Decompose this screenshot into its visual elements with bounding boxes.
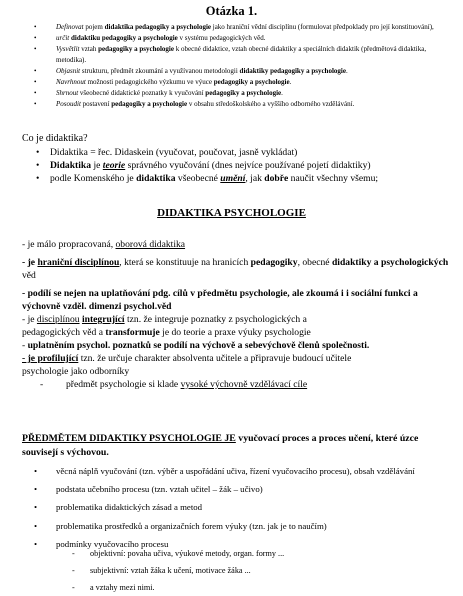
list-item: • Posoudit postavení pedagogiky a psychologie v obsahu středoškolského a vyššího odborného vzdělávání. [34, 100, 355, 109]
list-item: • Didaktika = řec. Didaskein (vyučovat, poučovat, jasně vykládat) [36, 147, 298, 158]
bullet-icon: • [36, 160, 40, 171]
list-item: • Didaktika je teorie správného vyučování (dnes nejvíce používané pojetí didaktiky) [36, 160, 371, 171]
bullet-icon: • [34, 100, 37, 109]
bullet-icon: • [34, 502, 38, 513]
list-item: - a vztahy mezi nimi. [72, 579, 452, 596]
definitions-list [36, 146, 456, 185]
body-line: psychologie jako odborníky [22, 366, 130, 377]
body-line: výchovně vzděl. dimenzi psychol.věd [22, 301, 172, 312]
question-heading: Co je didaktika? [22, 133, 88, 144]
list-item: • Navrhnout možnosti pedagogického výzkumu ve výuce pedagogiky a psychologie. [34, 78, 292, 87]
bullet-icon: • [34, 66, 37, 75]
objectives-list [30, 22, 450, 111]
list-item: • věcná náplň vyučování (tzn. výběr a uspořádání učiva, řízení vyučovacího procesu), obsah vzdělávání [34, 462, 454, 480]
page-title: Otázka 1. [205, 4, 258, 18]
body-line: - předmět psychologie si klade vysoké výchovně vzdělávací cíle [40, 379, 308, 390]
list-item: • Shrnout všeobecné didaktické poznatky k vyučování pedagogiky a psychologie. [34, 89, 283, 98]
section-heading: DIDAKTIKA PSYCHOLOGIE [157, 207, 306, 219]
bullet-icon: • [34, 45, 37, 54]
list-item: • Vysvětlit vztah pedagogiky a psychologie k obecné didaktice, vztah obecné didaktiky a speciálních didaktik (předmětová didaktika, metodika). [34, 45, 427, 64]
body-line: - je hraniční disciplínou, která se konstituuje na hranicích pedagogiky, obecné didaktiky a psychologických [22, 257, 449, 268]
list-item: • Definovat pojem didaktika pedagogiky a psychologie jako hraniční vědní disciplínu (formulovat předpoklady pro její konstituování), [34, 23, 434, 31]
list-item: - subjektivní: vztah žáka k učení, motivace žáka ... [72, 562, 452, 579]
list-item: • problematika prostředků a organizačních forem výuky (tzn. jak je to naučím) [34, 517, 454, 535]
list-item: • Objasnit strukturu, předmět zkoumání a využívanou metodologii didaktiky pedagogiky a psychologie. [34, 66, 348, 75]
body-line: - je málo propracovaná, oborová didaktika [22, 239, 186, 250]
subject-list [34, 462, 454, 553]
bullet-icon: • [34, 34, 37, 43]
bullet-icon: • [36, 173, 40, 184]
list-item: • problematika didaktických zásad a metod [34, 498, 454, 516]
bullet-icon: • [34, 78, 37, 87]
bullet-icon: • [34, 520, 38, 531]
body-line: - podílí se nejen na uplatňování pdg. cílů v předmětu psychologie, ale zkoumá i i sociální funkci a [22, 288, 418, 299]
list-item: • podmínky vyučovacího procesu [34, 535, 454, 553]
bullet-icon: • [36, 147, 40, 158]
bullet-icon: • [34, 484, 38, 495]
list-item: • podle Komenského je didaktika všeobecné umění, jak dobře naučit všechny všemu; [36, 173, 379, 184]
section-body [22, 238, 450, 391]
body-line: pedagogických věd a transformuje je do teorie a praxe výuky psychologie [22, 327, 311, 338]
bullet-icon: • [34, 466, 38, 476]
bullet-icon: • [34, 23, 37, 31]
dash-icon: - [72, 566, 75, 575]
dash-icon: - [40, 379, 44, 390]
dash-icon: - [72, 549, 75, 558]
subject-paragraph: PŘEDMĚTEM DIDAKTIKY PSYCHOLOGIE JE vyučovací proces a proces učení, které úzce souvisejí s výchovou. [22, 433, 419, 458]
body-line: věd [22, 270, 36, 281]
bullet-icon: • [34, 89, 37, 98]
body-line: - je profilující tzn. že určuje charakter absolventa učitele a připravuje budoucí učitele [22, 353, 352, 364]
list-item: • podstata učebního procesu (tzn. vztah učitel – žák – učivo) [34, 480, 454, 498]
dash-icon: - [72, 583, 75, 592]
body-line: - uplatněním psychol. poznatků se podílí na výchově a sebevýchově členů společnosti. [22, 340, 370, 351]
body-line: - je disciplínou integrující tzn. že integruje poznatky z psychologických a [22, 314, 307, 325]
list-item: • určit didaktiku pedagogiky a psychologie v systému pedagogických věd. [34, 34, 266, 43]
bullet-icon: • [34, 538, 38, 549]
conditions-list [72, 545, 452, 596]
list-item: - objektivní: povaha učiva, výukové metody, organ. formy ... [72, 545, 452, 562]
